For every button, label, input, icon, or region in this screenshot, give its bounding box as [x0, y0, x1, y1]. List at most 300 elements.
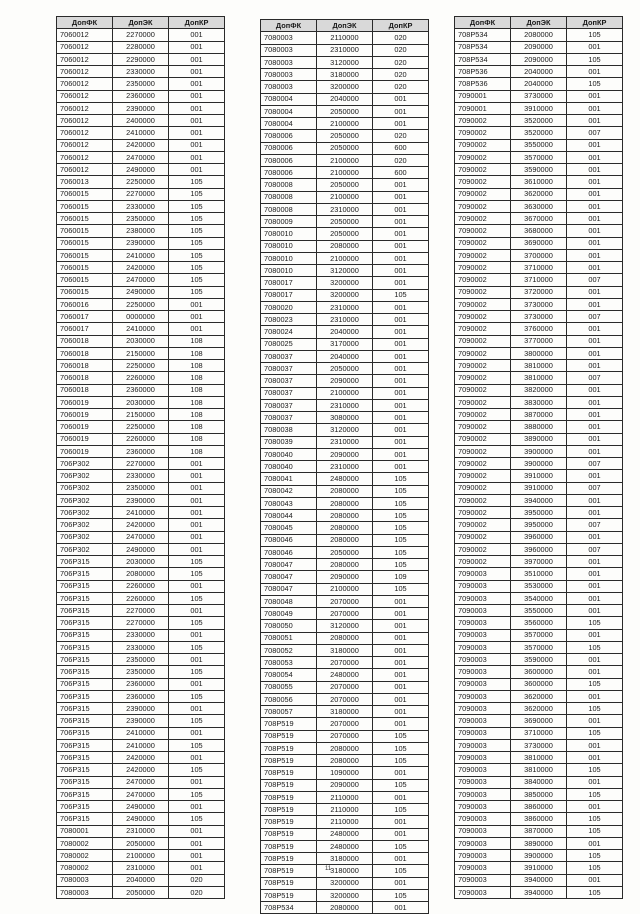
- table-row: [57, 727, 225, 739]
- cell-dopfk: 7090002: [455, 249, 511, 261]
- cell-dopek: 3570000: [511, 151, 567, 163]
- cell-dopfk: 7080003: [261, 69, 317, 81]
- cell-dopkr: 105: [567, 727, 623, 739]
- cell-dopkr: 001: [169, 703, 225, 715]
- cell-dopfk: 7090002: [455, 164, 511, 176]
- header-dopek: ДопЭК: [317, 20, 373, 32]
- cell-dopfk: 7090003: [455, 678, 511, 690]
- table-row: [261, 510, 429, 522]
- cell-dopek: 2260000: [113, 580, 169, 592]
- table-row: [261, 461, 429, 473]
- cell-dopek: 3760000: [511, 323, 567, 335]
- cell-dopkr: 001: [567, 801, 623, 813]
- table-row: [261, 608, 429, 620]
- cell-dopfk: 7090003: [455, 727, 511, 739]
- cell-dopkr: 001: [567, 188, 623, 200]
- cell-dopek: 2080000: [317, 632, 373, 644]
- cell-dopkr: 001: [373, 105, 429, 117]
- table-row: [261, 228, 429, 240]
- table-row: [455, 433, 623, 445]
- cell-dopkr: 105: [373, 730, 429, 742]
- table-row: [455, 421, 623, 433]
- cell-dopfk: 7080047: [261, 571, 317, 583]
- cell-dopkr: 001: [169, 678, 225, 690]
- cell-dopek: 3600000: [511, 678, 567, 690]
- cell-dopkr: 105: [373, 546, 429, 558]
- table-row: [261, 436, 429, 448]
- cell-dopfk: 7090003: [455, 752, 511, 764]
- cell-dopek: 2070000: [317, 657, 373, 669]
- cell-dopek: 3180000: [317, 853, 373, 865]
- table-row: [455, 531, 623, 543]
- table-row: [261, 877, 429, 889]
- cell-dopkr: 001: [567, 421, 623, 433]
- cell-dopek: 2310000: [113, 825, 169, 837]
- table-row: [261, 252, 429, 264]
- cell-dopfk: 7080017: [261, 289, 317, 301]
- cell-dopkr: 001: [169, 102, 225, 114]
- cell-dopfk: 708P534: [455, 41, 511, 53]
- cell-dopek: 2420000: [113, 519, 169, 531]
- cell-dopek: 2080000: [113, 568, 169, 580]
- cell-dopkr: 105: [373, 865, 429, 877]
- cell-dopek: 2390000: [113, 237, 169, 249]
- cell-dopfk: 7060019: [57, 433, 113, 445]
- cell-dopkr: 001: [169, 531, 225, 543]
- cell-dopkr: 001: [373, 693, 429, 705]
- table-row: [57, 384, 225, 396]
- table-row: [57, 580, 225, 592]
- cell-dopkr: 001: [169, 127, 225, 139]
- cell-dopkr: 001: [373, 791, 429, 803]
- cell-dopfk: 7090002: [455, 127, 511, 139]
- cell-dopfk: 7090003: [455, 874, 511, 886]
- cell-dopfk: 7080009: [261, 216, 317, 228]
- cell-dopkr: 020: [169, 886, 225, 898]
- cell-dopfk: 7090001: [455, 102, 511, 114]
- table-row: [455, 788, 623, 800]
- table-row: [57, 543, 225, 555]
- cell-dopkr: 105: [169, 237, 225, 249]
- table-row: [261, 69, 429, 81]
- cell-dopek: 3600000: [511, 666, 567, 678]
- cell-dopek: 2490000: [113, 164, 169, 176]
- table-row: [455, 347, 623, 359]
- table-row: [455, 115, 623, 127]
- cell-dopkr: 001: [567, 556, 623, 568]
- table-row: [455, 825, 623, 837]
- cell-dopek: 2100000: [317, 154, 373, 166]
- cell-dopkr: 001: [567, 837, 623, 849]
- table-row: [261, 889, 429, 901]
- cell-dopfk: 7090003: [455, 764, 511, 776]
- table-row: [455, 494, 623, 506]
- cell-dopek: 2110000: [317, 32, 373, 44]
- header-dopfk: ДопФК: [455, 17, 511, 29]
- table-row: [455, 617, 623, 629]
- cell-dopek: 2350000: [113, 78, 169, 90]
- table-row: [455, 176, 623, 188]
- cell-dopkr: 105: [567, 641, 623, 653]
- cell-dopek: 2270000: [113, 188, 169, 200]
- cell-dopfk: 708P536: [455, 78, 511, 90]
- cell-dopek: 3940000: [511, 886, 567, 898]
- table-row: [57, 66, 225, 78]
- cell-dopek: 2040000: [317, 93, 373, 105]
- cell-dopkr: 007: [567, 543, 623, 555]
- cell-dopfk: 7080010: [261, 228, 317, 240]
- table-row: [57, 482, 225, 494]
- cell-dopek: 2290000: [113, 53, 169, 65]
- table-row: [261, 105, 429, 117]
- cell-dopkr: 001: [373, 350, 429, 362]
- table-row: [455, 200, 623, 212]
- table-row: [455, 78, 623, 90]
- cell-dopkr: 001: [169, 298, 225, 310]
- table-row: [455, 568, 623, 580]
- cell-dopfk: 7090002: [455, 409, 511, 421]
- cell-dopek: 3550000: [511, 605, 567, 617]
- cell-dopek: 2100000: [317, 191, 373, 203]
- cell-dopkr: 001: [169, 837, 225, 849]
- cell-dopek: 2090000: [511, 53, 567, 65]
- table-row: [57, 225, 225, 237]
- cell-dopek: 2310000: [317, 44, 373, 56]
- table-row: [455, 164, 623, 176]
- cell-dopfk: 7090002: [455, 335, 511, 347]
- cell-dopek: 2050000: [113, 837, 169, 849]
- table-row: [455, 445, 623, 457]
- cell-dopfk: 7060015: [57, 249, 113, 261]
- cell-dopkr: 001: [567, 592, 623, 604]
- table-row: [57, 494, 225, 506]
- cell-dopek: 2090000: [317, 448, 373, 460]
- cell-dopkr: 105: [169, 200, 225, 212]
- cell-dopek: 2420000: [113, 139, 169, 151]
- cell-dopkr: 001: [373, 448, 429, 460]
- table-row: [261, 497, 429, 509]
- table-row: [455, 886, 623, 898]
- cell-dopek: 3180000: [317, 69, 373, 81]
- cell-dopek: 3180000: [317, 706, 373, 718]
- table-row: [261, 277, 429, 289]
- cell-dopkr: 108: [169, 335, 225, 347]
- cell-dopkr: 001: [567, 200, 623, 212]
- cell-dopkr: 001: [169, 115, 225, 127]
- cell-dopkr: 001: [567, 176, 623, 188]
- cell-dopek: 2480000: [317, 828, 373, 840]
- cell-dopkr: 001: [373, 412, 429, 424]
- cell-dopkr: 001: [373, 93, 429, 105]
- cell-dopek: 2250000: [113, 360, 169, 372]
- table-row: [261, 546, 429, 558]
- cell-dopfk: 7090002: [455, 151, 511, 163]
- cell-dopek: 2350000: [113, 654, 169, 666]
- cell-dopek: 2480000: [317, 840, 373, 852]
- cell-dopfk: 706P315: [57, 788, 113, 800]
- table-row: [261, 718, 429, 730]
- cell-dopfk: 7060012: [57, 78, 113, 90]
- cell-dopkr: 001: [373, 277, 429, 289]
- cell-dopek: 2050000: [317, 130, 373, 142]
- cell-dopkr: 105: [373, 522, 429, 534]
- table-row: [57, 629, 225, 641]
- cell-dopfk: 7060016: [57, 298, 113, 310]
- cell-dopkr: 105: [373, 497, 429, 509]
- table-row: [261, 350, 429, 362]
- cell-dopfk: 7080002: [57, 850, 113, 862]
- table-row: [57, 164, 225, 176]
- cell-dopfk: 7090003: [455, 666, 511, 678]
- cell-dopkr: 001: [567, 164, 623, 176]
- cell-dopfk: 7060012: [57, 29, 113, 41]
- cell-dopek: 3170000: [317, 338, 373, 350]
- cell-dopkr: 105: [169, 641, 225, 653]
- cell-dopkr: 001: [169, 752, 225, 764]
- cell-dopek: 2100000: [317, 118, 373, 130]
- cell-dopkr: 108: [169, 421, 225, 433]
- cell-dopek: 2040000: [113, 874, 169, 886]
- cell-dopek: 2090000: [317, 779, 373, 791]
- cell-dopkr: 105: [373, 534, 429, 546]
- cell-dopkr: 600: [373, 142, 429, 154]
- cell-dopkr: 001: [373, 265, 429, 277]
- cell-dopek: 3180000: [317, 644, 373, 656]
- cell-dopkr: 105: [373, 779, 429, 791]
- table-row: [57, 556, 225, 568]
- cell-dopek: 2280000: [113, 41, 169, 53]
- table-row: [57, 115, 225, 127]
- cell-dopfk: 7090003: [455, 788, 511, 800]
- cell-dopkr: 001: [567, 213, 623, 225]
- cell-dopek: 3880000: [511, 421, 567, 433]
- cell-dopkr: 001: [373, 608, 429, 620]
- table-row: [261, 363, 429, 375]
- cell-dopek: 2100000: [317, 387, 373, 399]
- table-row: [261, 742, 429, 754]
- cell-dopfk: 7090003: [455, 568, 511, 580]
- cell-dopek: 2050000: [317, 216, 373, 228]
- cell-dopfk: 7080001: [57, 825, 113, 837]
- cell-dopek: 3900000: [511, 445, 567, 457]
- table-row: [57, 690, 225, 702]
- cell-dopfk: 7080023: [261, 314, 317, 326]
- cell-dopkr: 001: [169, 727, 225, 739]
- cell-dopek: 2050000: [317, 228, 373, 240]
- cell-dopfk: 7060012: [57, 41, 113, 53]
- cell-dopfk: 7060012: [57, 139, 113, 151]
- cell-dopek: 3630000: [511, 200, 567, 212]
- cell-dopek: 2310000: [113, 862, 169, 874]
- cell-dopkr: 001: [567, 237, 623, 249]
- table-row: [261, 522, 429, 534]
- cell-dopek: 2100000: [113, 850, 169, 862]
- cell-dopek: 3800000: [511, 347, 567, 359]
- cell-dopek: 3910000: [511, 470, 567, 482]
- cell-dopek: 2040000: [511, 78, 567, 90]
- cell-dopkr: 001: [373, 240, 429, 252]
- table-row: [455, 507, 623, 519]
- cell-dopkr: 001: [169, 78, 225, 90]
- table-row: [455, 874, 623, 886]
- cell-dopfk: 706P302: [57, 519, 113, 531]
- cell-dopfk: 7080008: [261, 179, 317, 191]
- table-row: [261, 375, 429, 387]
- cell-dopfk: 7090002: [455, 556, 511, 568]
- cell-dopfk: 7080024: [261, 326, 317, 338]
- cell-dopfk: 7060019: [57, 421, 113, 433]
- cell-dopkr: 001: [567, 507, 623, 519]
- cell-dopfk: 7080037: [261, 350, 317, 362]
- table-row: [57, 568, 225, 580]
- cell-dopek: 2420000: [113, 262, 169, 274]
- cell-dopkr: 020: [373, 130, 429, 142]
- cell-dopek: 2070000: [317, 730, 373, 742]
- cell-dopek: 3620000: [511, 703, 567, 715]
- cell-dopek: 3860000: [511, 813, 567, 825]
- cell-dopek: 2150000: [113, 347, 169, 359]
- cell-dopkr: 001: [373, 669, 429, 681]
- cell-dopkr: 001: [567, 629, 623, 641]
- cell-dopek: 2100000: [317, 583, 373, 595]
- table-row: [455, 764, 623, 776]
- cell-dopfk: 706P315: [57, 629, 113, 641]
- cell-dopek: 3730000: [511, 90, 567, 102]
- cell-dopek: 3710000: [511, 262, 567, 274]
- table-row: [57, 311, 225, 323]
- cell-dopek: 2360000: [113, 678, 169, 690]
- header-dopkr: ДопКР: [567, 17, 623, 29]
- cell-dopkr: 105: [373, 583, 429, 595]
- table-row: [455, 678, 623, 690]
- table-row: [455, 396, 623, 408]
- cell-dopek: 3900000: [511, 850, 567, 862]
- cell-dopfk: 7090002: [455, 531, 511, 543]
- cell-dopek: 2310000: [317, 203, 373, 215]
- cell-dopfk: 7090001: [455, 90, 511, 102]
- cell-dopfk: 7080006: [261, 154, 317, 166]
- cell-dopfk: 708P534: [261, 902, 317, 914]
- cell-dopkr: 105: [169, 568, 225, 580]
- table-row: [57, 298, 225, 310]
- cell-dopek: 2490000: [113, 286, 169, 298]
- cell-dopek: 3960000: [511, 531, 567, 543]
- cell-dopek: 2360000: [113, 445, 169, 457]
- cell-dopkr: 001: [169, 458, 225, 470]
- cell-dopfk: 708P519: [261, 742, 317, 754]
- cell-dopkr: 105: [567, 886, 623, 898]
- table-row: [455, 372, 623, 384]
- cell-dopek: 3730000: [511, 298, 567, 310]
- cell-dopek: 3680000: [511, 225, 567, 237]
- cell-dopfk: 7090002: [455, 225, 511, 237]
- cell-dopfk: 7090002: [455, 311, 511, 323]
- cell-dopek: 2270000: [113, 605, 169, 617]
- cell-dopfk: 708P519: [261, 853, 317, 865]
- cell-dopfk: 7090002: [455, 458, 511, 470]
- cell-dopfk: 708P519: [261, 889, 317, 901]
- table-row: [261, 706, 429, 718]
- cell-dopek: 3890000: [511, 433, 567, 445]
- cell-dopek: 2400000: [113, 115, 169, 127]
- cell-dopek: 2470000: [113, 274, 169, 286]
- cell-dopek: 3120000: [317, 424, 373, 436]
- table-row: [261, 804, 429, 816]
- page-number: 11: [325, 866, 332, 872]
- cell-dopkr: 001: [373, 191, 429, 203]
- cell-dopkr: 105: [567, 788, 623, 800]
- cell-dopek: 2480000: [317, 473, 373, 485]
- cell-dopfk: 706P302: [57, 494, 113, 506]
- cell-dopek: 2080000: [317, 497, 373, 509]
- header-dopfk: ДопФК: [57, 17, 113, 29]
- cell-dopfk: 7060018: [57, 384, 113, 396]
- table-row: [455, 188, 623, 200]
- cell-dopkr: 020: [169, 874, 225, 886]
- cell-dopkr: 001: [567, 433, 623, 445]
- table-row: [455, 41, 623, 53]
- cell-dopkr: 600: [373, 167, 429, 179]
- cell-dopfk: 7080054: [261, 669, 317, 681]
- cell-dopek: 2050000: [317, 179, 373, 191]
- cell-dopfk: 7090002: [455, 519, 511, 531]
- cell-dopkr: 001: [567, 874, 623, 886]
- cell-dopkr: 105: [373, 289, 429, 301]
- cell-dopkr: 001: [567, 90, 623, 102]
- cell-dopkr: 001: [567, 249, 623, 261]
- table-row: [455, 249, 623, 261]
- cell-dopfk: 708P536: [455, 66, 511, 78]
- cell-dopfk: 708P519: [261, 816, 317, 828]
- cell-dopek: 2150000: [113, 409, 169, 421]
- table-row: [57, 188, 225, 200]
- cell-dopfk: 706P315: [57, 605, 113, 617]
- cell-dopkr: 105: [567, 78, 623, 90]
- cell-dopkr: 001: [567, 752, 623, 764]
- table-row: [455, 286, 623, 298]
- cell-dopfk: 7060012: [57, 102, 113, 114]
- cell-dopek: 3820000: [511, 384, 567, 396]
- cell-dopfk: 7060012: [57, 66, 113, 78]
- cell-dopek: 3120000: [317, 620, 373, 632]
- cell-dopkr: 001: [373, 301, 429, 313]
- cell-dopkr: 105: [567, 53, 623, 65]
- table-row: [57, 874, 225, 886]
- cell-dopfk: 7060012: [57, 151, 113, 163]
- cell-dopfk: 7090002: [455, 213, 511, 225]
- cell-dopek: 2110000: [317, 791, 373, 803]
- cell-dopfk: 7080047: [261, 559, 317, 571]
- table-row: [455, 29, 623, 41]
- cell-dopek: 2090000: [317, 571, 373, 583]
- cell-dopfk: 7080003: [261, 81, 317, 93]
- table-row: [261, 154, 429, 166]
- cell-dopek: 3950000: [511, 507, 567, 519]
- cell-dopek: 3520000: [511, 127, 567, 139]
- cell-dopfk: 7090003: [455, 617, 511, 629]
- cell-dopfk: 706P315: [57, 764, 113, 776]
- cell-dopek: 3830000: [511, 396, 567, 408]
- table-row: [57, 752, 225, 764]
- cell-dopkr: 001: [373, 828, 429, 840]
- cell-dopkr: 001: [169, 323, 225, 335]
- table-row: [455, 335, 623, 347]
- cell-dopkr: 105: [169, 188, 225, 200]
- table-row: [455, 139, 623, 151]
- cell-dopkr: 001: [567, 396, 623, 408]
- table-row: [455, 690, 623, 702]
- cell-dopek: 2080000: [317, 522, 373, 534]
